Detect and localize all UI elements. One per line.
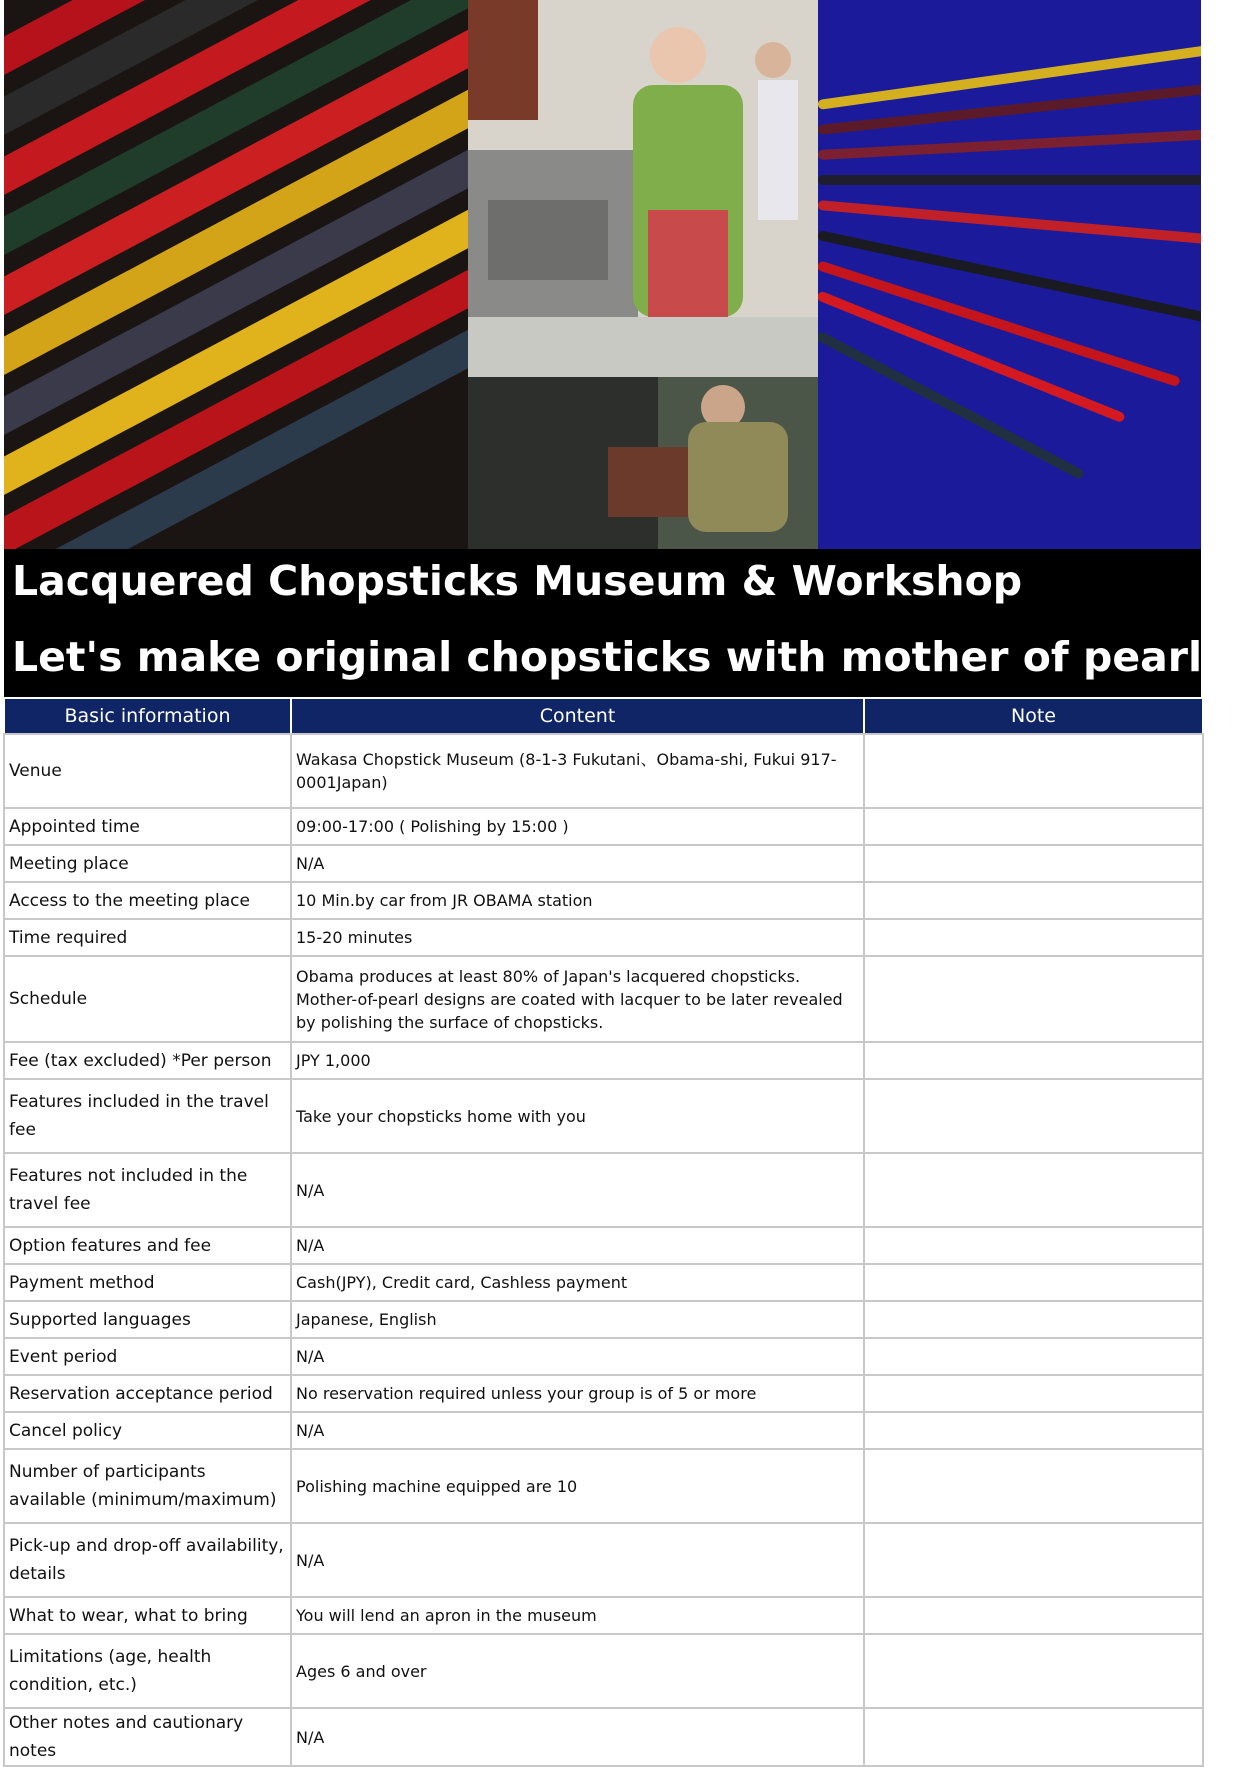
row-note bbox=[864, 845, 1203, 882]
row-label: Access to the meeting place bbox=[4, 882, 291, 919]
row-note bbox=[864, 1708, 1203, 1766]
row-note bbox=[864, 734, 1203, 808]
table-row bbox=[4, 734, 1203, 808]
table-row bbox=[4, 1227, 1203, 1264]
row-value: Polishing machine equipped are 10 bbox=[291, 1449, 864, 1523]
row-value: N/A bbox=[291, 1338, 864, 1375]
row-value: No reservation required unless your group is of 5 or more bbox=[291, 1375, 864, 1412]
chopsticks-blue-background-photo bbox=[818, 0, 1201, 549]
basic-information-table bbox=[3, 697, 1204, 1767]
row-note bbox=[864, 808, 1203, 845]
row-label: Payment method bbox=[4, 1264, 291, 1301]
row-note bbox=[864, 956, 1203, 1042]
table-row bbox=[4, 956, 1203, 1042]
lacquered-chopsticks-photo bbox=[4, 0, 468, 549]
row-note bbox=[864, 882, 1203, 919]
table-row bbox=[4, 882, 1203, 919]
table-row bbox=[4, 1375, 1203, 1412]
page-subtitle: Let's make original chopsticks with mother of pearl! bbox=[12, 633, 1221, 681]
row-label: Reservation acceptance period bbox=[4, 1375, 291, 1412]
row-label: Pick-up and drop-off availability, details bbox=[4, 1523, 291, 1597]
table-row bbox=[4, 1079, 1203, 1153]
row-note bbox=[864, 1597, 1203, 1634]
row-note bbox=[864, 1523, 1203, 1597]
row-label: Meeting place bbox=[4, 845, 291, 882]
table-row bbox=[4, 1523, 1203, 1597]
row-value: 15-20 minutes bbox=[291, 919, 864, 956]
row-label: Other notes and cautionary notes bbox=[4, 1708, 291, 1766]
page-title: Lacquered Chopsticks Museum & Workshop bbox=[12, 557, 1023, 605]
table-row bbox=[4, 1634, 1203, 1708]
row-note bbox=[864, 1338, 1203, 1375]
table-row bbox=[4, 1338, 1203, 1375]
row-value: N/A bbox=[291, 845, 864, 882]
row-note bbox=[864, 919, 1203, 956]
row-note bbox=[864, 1264, 1203, 1301]
row-label: What to wear, what to bring bbox=[4, 1597, 291, 1634]
title-banner bbox=[4, 549, 1221, 697]
row-value: Take your chopsticks home with you bbox=[291, 1079, 864, 1153]
row-label: Venue bbox=[4, 734, 291, 808]
row-note bbox=[864, 1375, 1203, 1412]
workshop-visitor-photo bbox=[468, 0, 818, 317]
row-value: Obama produces at least 80% of Japan's lacquered chopsticks. Mother-of-pearl designs are coated with lacquer to be later revealed by polishing the surface of chopsticks. bbox=[291, 956, 864, 1042]
table-header-row bbox=[4, 698, 1203, 734]
table-row bbox=[4, 1708, 1203, 1766]
row-value: N/A bbox=[291, 1153, 864, 1227]
row-value: Cash(JPY), Credit card, Cashless payment bbox=[291, 1264, 864, 1301]
table-row bbox=[4, 919, 1203, 956]
row-value: Japanese, English bbox=[291, 1301, 864, 1338]
row-note bbox=[864, 1227, 1203, 1264]
row-note bbox=[864, 1412, 1203, 1449]
table-row bbox=[4, 1412, 1203, 1449]
table-row bbox=[4, 1264, 1203, 1301]
row-note bbox=[864, 1042, 1203, 1079]
row-note bbox=[864, 1079, 1203, 1153]
row-label: Supported languages bbox=[4, 1301, 291, 1338]
row-label: Fee (tax excluded) *Per person bbox=[4, 1042, 291, 1079]
header-basic-information: Basic information bbox=[4, 698, 291, 734]
row-value: Ages 6 and over bbox=[291, 1634, 864, 1708]
table-row bbox=[4, 1449, 1203, 1523]
row-label: Appointed time bbox=[4, 808, 291, 845]
craftsman-photo bbox=[468, 317, 818, 549]
row-label: Schedule bbox=[4, 956, 291, 1042]
table-row bbox=[4, 1597, 1203, 1634]
header-note: Note bbox=[864, 698, 1203, 734]
hero-photo-collage bbox=[4, 0, 1201, 549]
row-value: N/A bbox=[291, 1708, 864, 1766]
row-value: 09:00-17:00 ( Polishing by 15:00 ) bbox=[291, 808, 864, 845]
row-label: Number of participants available (minimum/maximum) bbox=[4, 1449, 291, 1523]
row-value: JPY 1,000 bbox=[291, 1042, 864, 1079]
table-row bbox=[4, 1042, 1203, 1079]
row-label: Event period bbox=[4, 1338, 291, 1375]
row-label: Features not included in the travel fee bbox=[4, 1153, 291, 1227]
row-label: Cancel policy bbox=[4, 1412, 291, 1449]
row-note bbox=[864, 1449, 1203, 1523]
row-value: N/A bbox=[291, 1523, 864, 1597]
table-row bbox=[4, 1301, 1203, 1338]
row-value: Wakasa Chopstick Museum (8-1-3 Fukutani、Obama-shi, Fukui 917-0001Japan) bbox=[291, 734, 864, 808]
header-content: Content bbox=[291, 698, 864, 734]
row-note bbox=[864, 1634, 1203, 1708]
row-value: N/A bbox=[291, 1412, 864, 1449]
row-label: Time required bbox=[4, 919, 291, 956]
row-value: You will lend an apron in the museum bbox=[291, 1597, 864, 1634]
row-note bbox=[864, 1301, 1203, 1338]
table-row bbox=[4, 808, 1203, 845]
table-row bbox=[4, 845, 1203, 882]
row-label: Option features and fee bbox=[4, 1227, 291, 1264]
row-label: Features included in the travel fee bbox=[4, 1079, 291, 1153]
row-note bbox=[864, 1153, 1203, 1227]
row-value: 10 Min.by car from JR OBAMA station bbox=[291, 882, 864, 919]
row-label: Limitations (age, health condition, etc.) bbox=[4, 1634, 291, 1708]
row-value: N/A bbox=[291, 1227, 864, 1264]
table-row bbox=[4, 1153, 1203, 1227]
